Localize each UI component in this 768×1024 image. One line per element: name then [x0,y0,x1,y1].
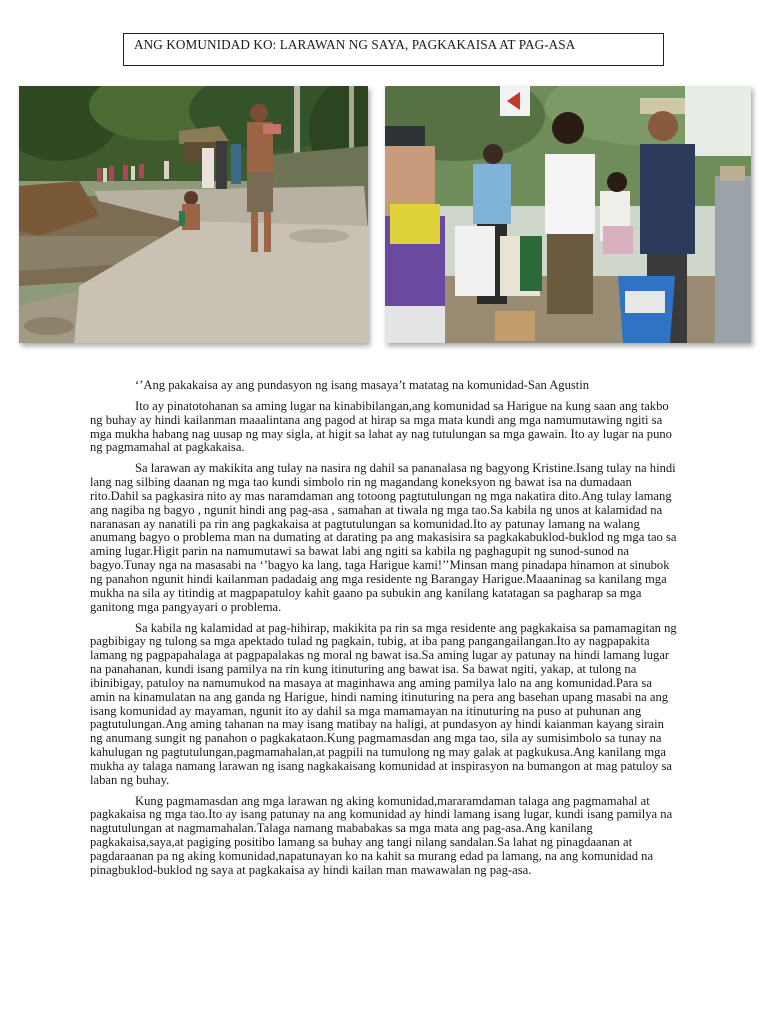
paragraph-1: Ito ay pinatotohanan sa aming lugar na kinabibilangan,ang komunidad sa Harigue na kung saan ang takbo ng buhay ay hindi kailanman maaalintana ang pagod at hirap sa mga mata kundi ang mga namumutawing ngiti sa mga mukha habang nag uusap ng may sigla, at higit sa lahat ay nag tutulungan sa mga gawain. Ito ay lugar na puno ng pagmamahal at pagkakaisa. [90,398,672,455]
title-box [123,33,664,66]
relief-goods-distribution-photo [385,86,751,343]
broken-bridge-photo [19,86,368,343]
paragraph-3: Sa kabila ng kalamidad at pag-hihirap, makikita pa rin sa mga residente ang pagkakaisa sa pamamagitan ng pagbibigay ng tulong sa mga apektado tulad ng pagkain, tubig, at iba pang pangangailangan.Ito ay nagpapakita lamang ng pagpapahalaga at pagpapalakas ng moral ng bawat isa.Sa aming lugar ay patunay na hindi lamang lugar na panahanan, kundi isang pamilya na rin kung itinuturing ang bawat isa. Sa bawat ngiti, yakap, at tulong na ibinibigay, patuloy na namumukod na masaya at maginhawa ang aming pamilya lalo na ang komunidad.Para sa amin na kinamulatan na ang ganda ng Harigue, hindi naming itinuturing na pera ang basehan upang masabi na ang isang komunidad ay mayaman, ngunit ito ay dahil sa mga mamamayan na itinuturing na puso at puhunan ang pagtutulungan.Ang aming tahanan na may isang matibay na haligi, at pundasyon ay hindi kaianman kayang sirain ng anumang sungit ng panahon o pagkakataon.Kung pagmamasdan ang mga tao, sila ay sumisimbolo sa tunay na kahulugan ng pagtutulungan,pagmamahalan,at pagpili na tumulong ng may galak at pagkukusa.Ang kanilang mga mukha ay talaga namang larawan ng isang nagkakaisang komunidad at inspirasyon na bumangon at mag patuloy sa laban ng buhay. [90,620,677,787]
opening-quote: ‘’Ang pakakaisa ay ang pundasyon ng isang masaya’t matatag na komunidad-San Agustin [135,378,590,392]
paragraph-4: Kung pagmamasdan ang mga larawan ng aking komunidad,mararamdaman talaga ang pagmamahal at pagkakaisa ng mga tao.Ito ay isang patunay na ang komunidad ay hindi lamang isang lugar, kundi isang pamilya na nagtutulungan at nagmamahalan.Talaga namang mababakas sa mga mata ang pag-asa.Ang kanilang pagkakaisa,saya,at pagiging positibo lamang sa buhay ang tangi nilang sandalan.Sa lahat ng pinagdaanan at pagdaraanan pa ng aking komunidad,napatunayan ko na kahit sa murang edad pa lamang, na ang komunidad na pinagbuklod-buklod ng saya at pagkakaisa ay hindi kailan man mawawalan ng pag-asa. [90,793,673,877]
paragraph-2: Sa larawan ay makikita ang tulay na nasira ng dahil sa pananalasa ng bagyong Kristine.Isang tulay na hindi lang nag silbing daanan ng mga tao kundi simbolo rin ng magandang koneksyon ng bawat isa na dumadaan rito.Dahil sa pagkasira nito ay mas naramdaman ang totoong pagtutulungan ng mga nakatira dito.Ang tulay lamang ang nagiba ng bagyo , ngunit hindi ang pag-asa , samahan at tiwala ng mga tao.Sa kabila ng unos at kalamidad na naranasan ay nanatili pa rin ang pagkakaisa at pagtutulungan sa komunidad.Ito ay patunay lamang na walang anumang bagyo o problema man na dumating at darating pa ang makasisira sa pagkakabuklod-buklod ng mga tao sa aming lugar.Higit parin na namumutawi sa bawat labi ang ngiti sa kabila ng paghagupit ng sunod-sunod na bagyo.Tunay nga na masasabi na ‘’bagyo ka lang, taga Harigue kami!’’Minsan mang pinadapa hinamon at sinubok ng panahon ngunit hindi kailanman padadaig ang mga residente ng Barangay Harigue.Maaaninag sa kanilang mga mukha na sila ay titindig at magpapatuloy kahit gaano pa subukin ang kanilang katatagan sa pagharap sa mga ganitong mga pangyayari o problema. [90,461,677,614]
document-body [90,379,678,885]
document-title: ANG KOMUNIDAD KO: LARAWAN NG SAYA, PAGKAKAISA AT PAG-ASA [134,37,576,52]
